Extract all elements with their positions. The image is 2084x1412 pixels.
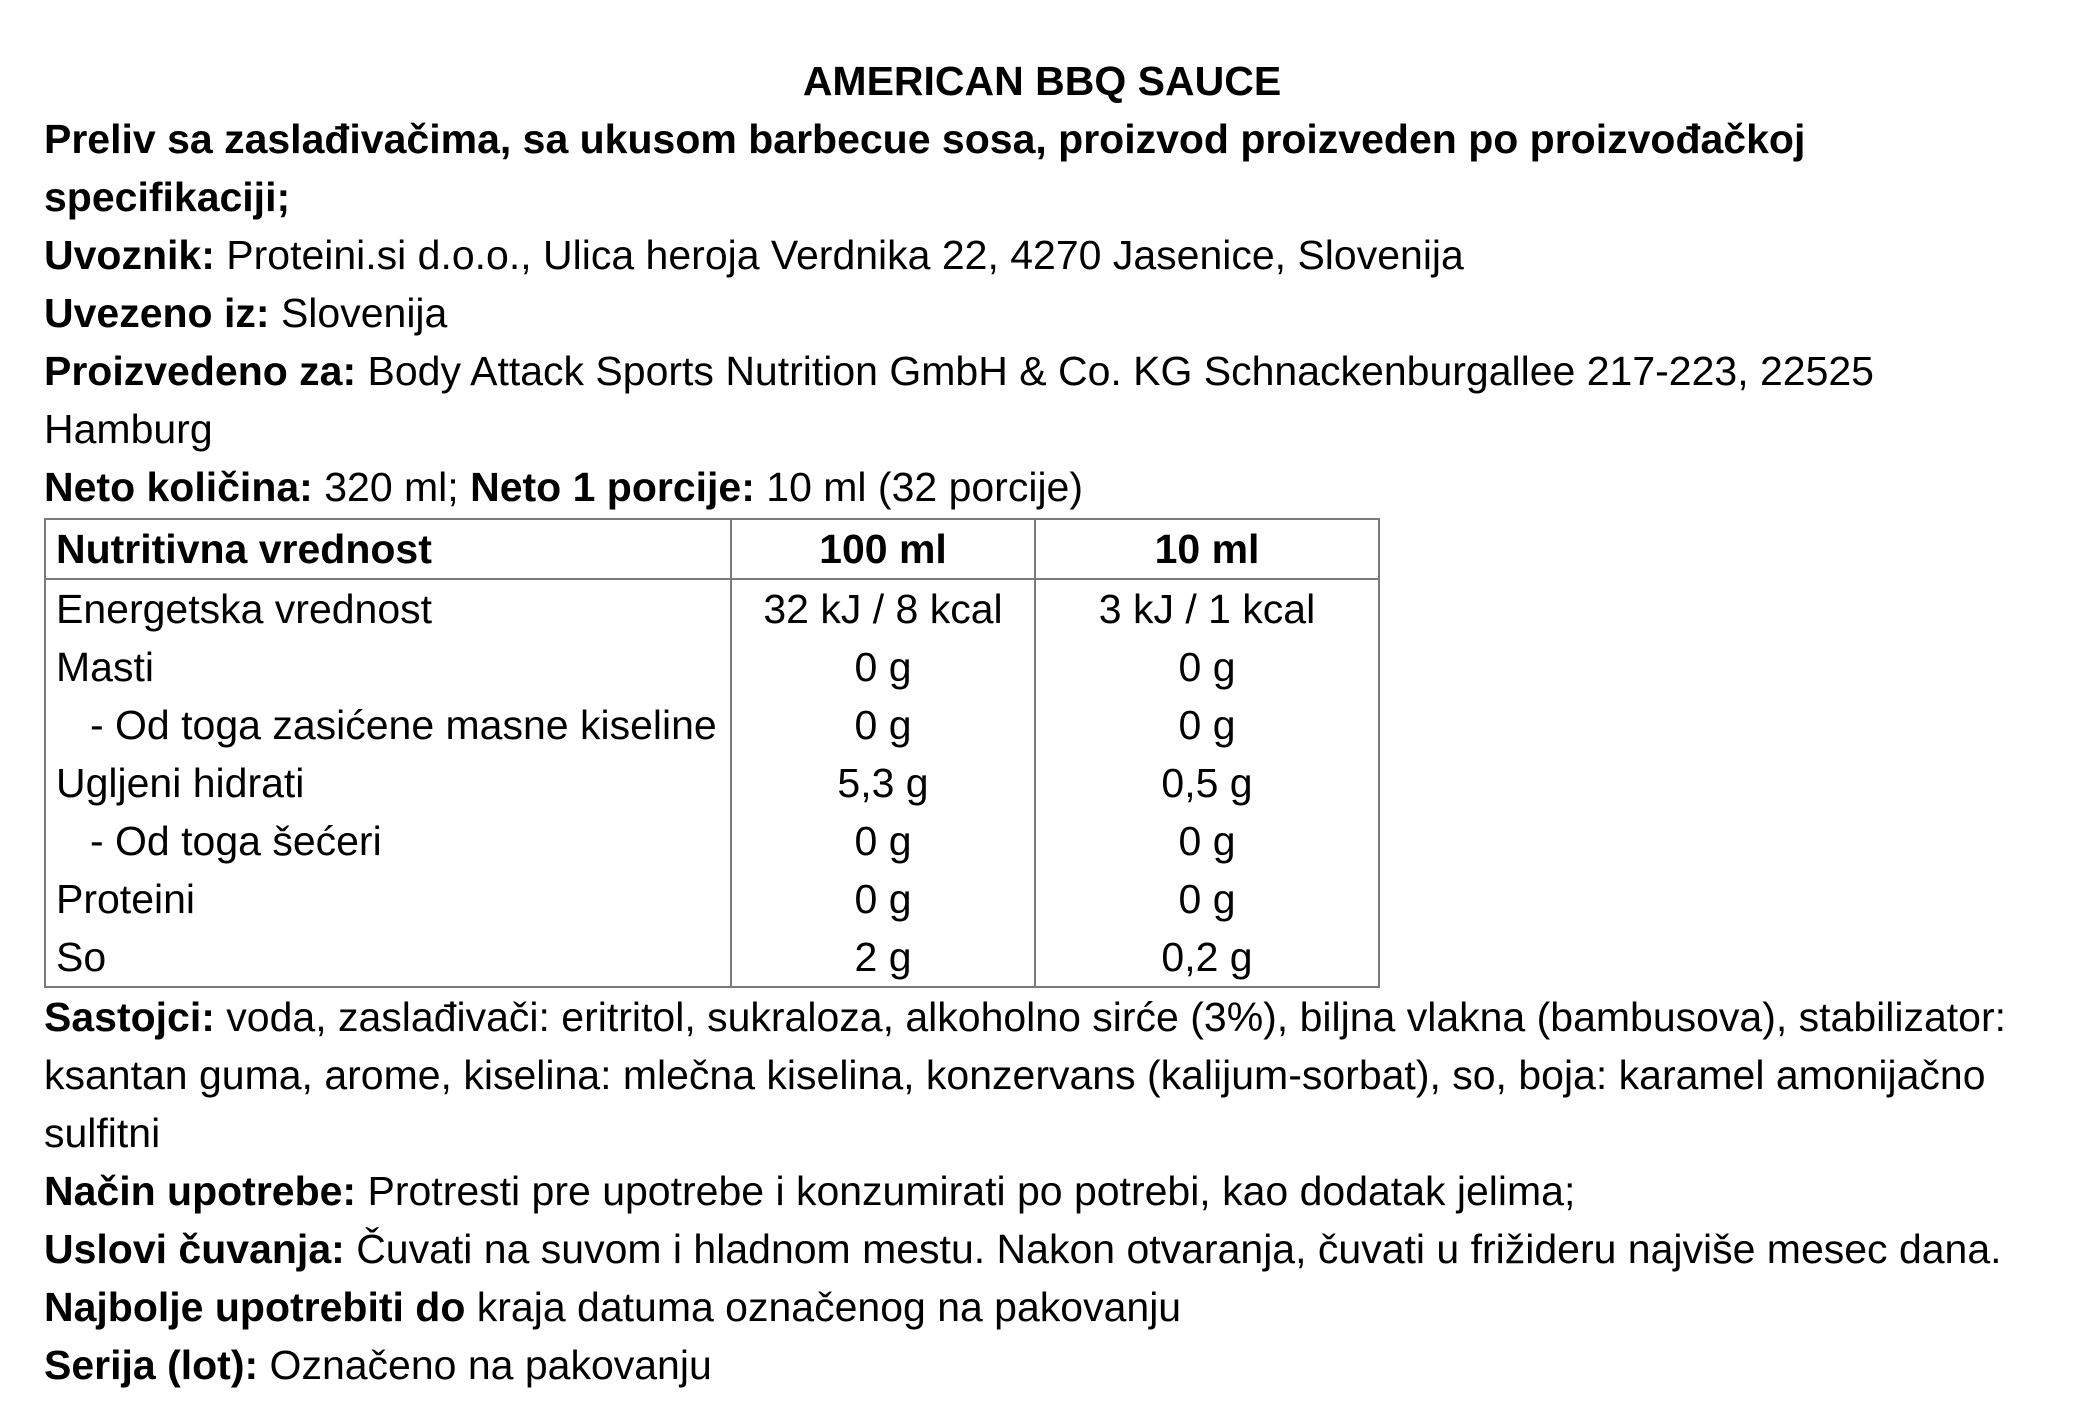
net-quantity-label: Neto količina: (44, 464, 313, 510)
nutrient-name: - Od toga šećeri (90, 818, 382, 864)
nutrient-per10: 0,2 g (1035, 928, 1379, 987)
nutrient-per100: 5,3 g (731, 754, 1035, 812)
net-quantity-value: 320 ml; (324, 464, 459, 510)
nutrient-name: Proteini (45, 870, 731, 928)
best-before-line (44, 1278, 2054, 1336)
nutrient-per100: 0 g (731, 870, 1035, 928)
nutrient-per10: 0 g (1035, 812, 1379, 870)
ingredients-value: voda, zaslađivači: eritritol, sukraloza, alkoholno sirće (3%), biljna vlakna (bambusova), stabilizator: ksantan guma, arome, kiselina: mlečna kiselina, konzervans (kalijum-sorbat), so, boja: karamel amonijačno sulfitni (44, 994, 2007, 1156)
produced-for-line (44, 342, 1924, 458)
nutrition-row-energy (45, 579, 1379, 638)
nutrient-name: - Od toga zasićene masne kiseline (90, 702, 717, 748)
nutrient-per100: 0 g (731, 638, 1035, 696)
net-portion-value: 10 ml (32 porcije) (766, 464, 1084, 510)
nutrition-row-salt (45, 928, 1379, 987)
net-quantity-line (44, 458, 2054, 516)
usage-label: Način upotrebe: (44, 1168, 357, 1214)
product-title: AMERICAN BBQ SAUCE (802, 58, 1282, 104)
imported-from-value: Slovenija (280, 290, 448, 336)
storage-value: Čuvati na suvom i hladnom mestu. Nakon otvaranja, čuvati u frižideru najviše mesec dana. (356, 1226, 2002, 1272)
nutrition-header-per100: 100 ml (731, 519, 1035, 579)
nutrition-header-row (45, 519, 1379, 579)
produced-for-value: Body Attack Sports Nutrition GmbH & Co. KG Schnackenburgallee 217-223, 22525 Hamburg (44, 348, 1874, 452)
nutrient-per10: 0 g (1035, 870, 1379, 928)
ingredients-line (44, 988, 2054, 1162)
imported-from-label: Uvezeno iz: (44, 290, 270, 336)
importer-label: Uvoznik: (44, 232, 215, 278)
nutrition-header-per10: 10 ml (1035, 519, 1379, 579)
nutrient-per10: 0,5 g (1035, 754, 1379, 812)
importer-value: Proteini.si d.o.o., Ulica heroja Verdnika 22, 4270 Jasenice, Slovenija (226, 232, 1464, 278)
imported-from-line (44, 284, 2054, 342)
nutrition-row-sugars (45, 812, 1379, 870)
nutrient-per10: 0 g (1035, 696, 1379, 754)
nutrient-per100: 0 g (731, 696, 1035, 754)
nutrient-per100: 2 g (731, 928, 1035, 987)
ingredients-label: Sastojci: (44, 994, 215, 1040)
nutrition-header-name: Nutritivna vrednost (45, 519, 731, 579)
nutrition-row-fat (45, 638, 1379, 696)
label-document (44, 52, 2054, 1394)
best-before-label: Najbolje upotrebiti do (44, 1284, 466, 1330)
storage-label: Uslovi čuvanja: (44, 1226, 345, 1272)
nutrient-name: Masti (45, 638, 731, 696)
nutrient-name: Energetska vrednost (45, 579, 731, 638)
lot-line (44, 1336, 2054, 1394)
lot-label: Serija (lot): (44, 1342, 259, 1388)
nutrient-per10: 3 kJ / 1 kcal (1035, 579, 1379, 638)
nutrient-per10: 0 g (1035, 638, 1379, 696)
usage-line (44, 1162, 2054, 1220)
nutrition-row-saturated-fat (45, 696, 1379, 754)
nutrition-table (44, 518, 1380, 988)
nutrition-row-carbohydrates (45, 754, 1379, 812)
nutrient-per100: 32 kJ / 8 kcal (731, 579, 1035, 638)
best-before-value: kraja datuma označenog na pakovanju (476, 1284, 1182, 1330)
nutrition-row-protein (45, 870, 1379, 928)
nutrient-per100: 0 g (731, 812, 1035, 870)
usage-value: Protresti pre upotrebe i konzumirati po potrebi, kao dodatak jelima; (367, 1168, 1576, 1214)
storage-line (44, 1220, 2054, 1278)
nutrient-name: So (45, 928, 731, 987)
importer-line (44, 226, 2054, 284)
lot-value: Označeno na pakovanju (269, 1342, 712, 1388)
nutrient-name: Ugljeni hidrati (45, 754, 731, 812)
product-description: Preliv sa zaslađivačima, sa ukusom barbecue sosa, proizvod proizveden po proizvođačkoj specifikaciji; (44, 116, 1806, 220)
produced-for-label: Proizvedeno za: (44, 348, 357, 394)
net-portion-label: Neto 1 porcije: (470, 464, 755, 510)
